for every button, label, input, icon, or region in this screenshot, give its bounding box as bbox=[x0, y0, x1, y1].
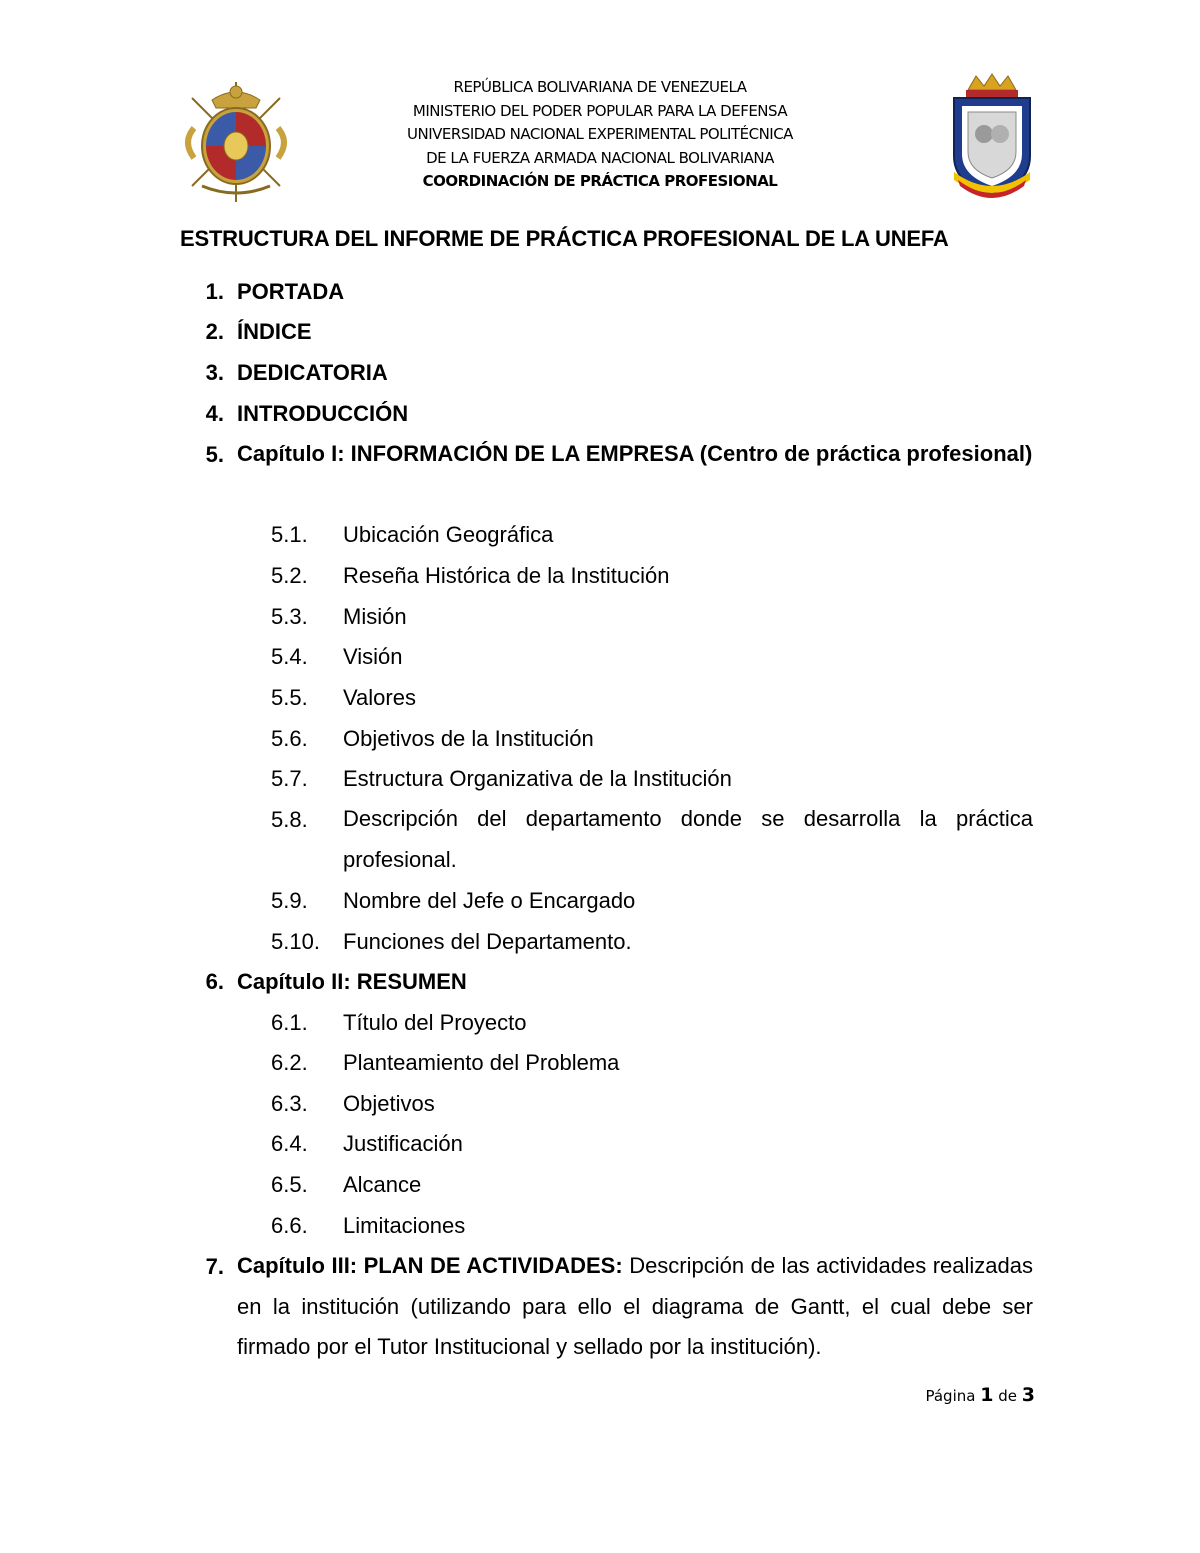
header-line-3: UNIVERSIDAD NACIONAL EXPERIMENTAL POLITÉCNICA bbox=[407, 125, 793, 143]
sub-item-text: Funciones del Departamento. bbox=[343, 929, 632, 954]
page-number bbox=[880, 1384, 1035, 1406]
list-item-number: 4. bbox=[205, 401, 224, 426]
sub-item-number: 5.3. bbox=[271, 604, 308, 629]
sub-item-text: Estructura Organizativa de la Institución bbox=[343, 766, 732, 791]
header-line-2: MINISTERIO DEL PODER POPULAR PARA LA DEFENSA bbox=[412, 101, 788, 120]
header-line-1: REPÚBLICA BOLIVARIANA DE VENEZUELA bbox=[453, 78, 747, 96]
sub-item-text: Ubicación Geográfica bbox=[343, 522, 554, 547]
sub-item-number: 5.2. bbox=[271, 563, 308, 588]
list-item-number: 3. bbox=[205, 360, 224, 385]
sub-item-number: 5.4. bbox=[271, 644, 308, 669]
sub-item-text: Justificación bbox=[343, 1131, 463, 1156]
of-label: de bbox=[998, 1387, 1017, 1405]
sub-item-number: 5.8. bbox=[271, 807, 308, 832]
sub-item-text: Limitaciones bbox=[343, 1213, 466, 1238]
list-item-number: 2. bbox=[205, 319, 224, 344]
sub-item-text: Valores bbox=[343, 685, 416, 710]
sub-item-text: Alcance bbox=[343, 1172, 422, 1197]
sub-item-number: 5.6. bbox=[271, 726, 308, 751]
military-emblem-icon bbox=[172, 78, 300, 206]
sub-item-number: 5.10. bbox=[271, 929, 320, 954]
sub-item-number: 6.3. bbox=[271, 1091, 308, 1116]
sub-item-text: Visión bbox=[343, 644, 403, 669]
sub-item-number: 5.9. bbox=[271, 888, 308, 913]
list-item-number: 7. bbox=[205, 1254, 224, 1279]
sub-item-number: 6.5. bbox=[271, 1172, 308, 1197]
sub-item-text: Reseña Histórica de la Institución bbox=[343, 563, 670, 588]
sub-item-number: 6.2. bbox=[271, 1050, 308, 1075]
unefa-shield-icon bbox=[948, 72, 1036, 204]
sub-item-number: 6.4. bbox=[271, 1131, 308, 1156]
chapter-1-heading: Capítulo I: INFORMACIÓN DE LA EMPRESA (Centro de práctica profesional) bbox=[237, 441, 1033, 466]
list-item-text: Capítulo II: RESUMEN bbox=[237, 969, 467, 994]
institution-header bbox=[300, 76, 900, 194]
page-label: Página bbox=[925, 1387, 976, 1405]
current-page: 1 bbox=[980, 1384, 994, 1406]
sub-item-text: Título del Proyecto bbox=[343, 1010, 527, 1035]
header-line-5: COORDINACIÓN DE PRÁCTICA PROFESIONAL bbox=[422, 172, 778, 190]
list-item-text: DEDICATORIA bbox=[237, 360, 388, 385]
sub-item-text: Objetivos de la Institución bbox=[343, 726, 594, 751]
list-item-number: 6. bbox=[205, 969, 224, 994]
sub-item-5-8-text: Descripción del departamento donde se desarrolla la práctica profesional. bbox=[343, 806, 1033, 872]
list-item-text: PORTADA bbox=[237, 279, 345, 304]
document-title: ESTRUCTURA DEL INFORME DE PRÁCTICA PROFESIONAL DE LA UNEFA bbox=[180, 226, 949, 251]
chapter-3-heading: Capítulo III: PLAN DE ACTIVIDADES: bbox=[237, 1253, 623, 1278]
sub-item-number: 6.6. bbox=[271, 1213, 308, 1238]
list-item-number: 5. bbox=[205, 442, 224, 467]
list-item-text: ÍNDICE bbox=[237, 319, 312, 344]
sub-item-text: Planteamiento del Problema bbox=[343, 1050, 620, 1075]
list-item-text: INTRODUCCIÓN bbox=[237, 401, 409, 426]
list-item-number: 1. bbox=[205, 279, 224, 304]
sub-item-text: Nombre del Jefe o Encargado bbox=[343, 888, 636, 913]
sub-item-number: 5.1. bbox=[271, 522, 308, 547]
header-line-4: DE LA FUERZA ARMADA NACIONAL BOLIVARIANA bbox=[426, 148, 774, 167]
total-pages: 3 bbox=[1021, 1384, 1035, 1406]
sub-item-number: 6.1. bbox=[271, 1010, 308, 1035]
sub-item-number: 5.5. bbox=[271, 685, 308, 710]
sub-item-text: Objetivos bbox=[343, 1091, 435, 1116]
sub-item-text: Misión bbox=[343, 604, 407, 629]
chapter-3-paragraph bbox=[237, 1246, 1033, 1368]
chapter-3-description: Descripción de las actividades realizadas en la institución (utilizando para ello el diagrama de Gantt, el cual debe ser firmado por el Tutor Institucional y sellado por la institución). bbox=[237, 1253, 1033, 1359]
sub-item-number: 5.7. bbox=[271, 766, 308, 791]
